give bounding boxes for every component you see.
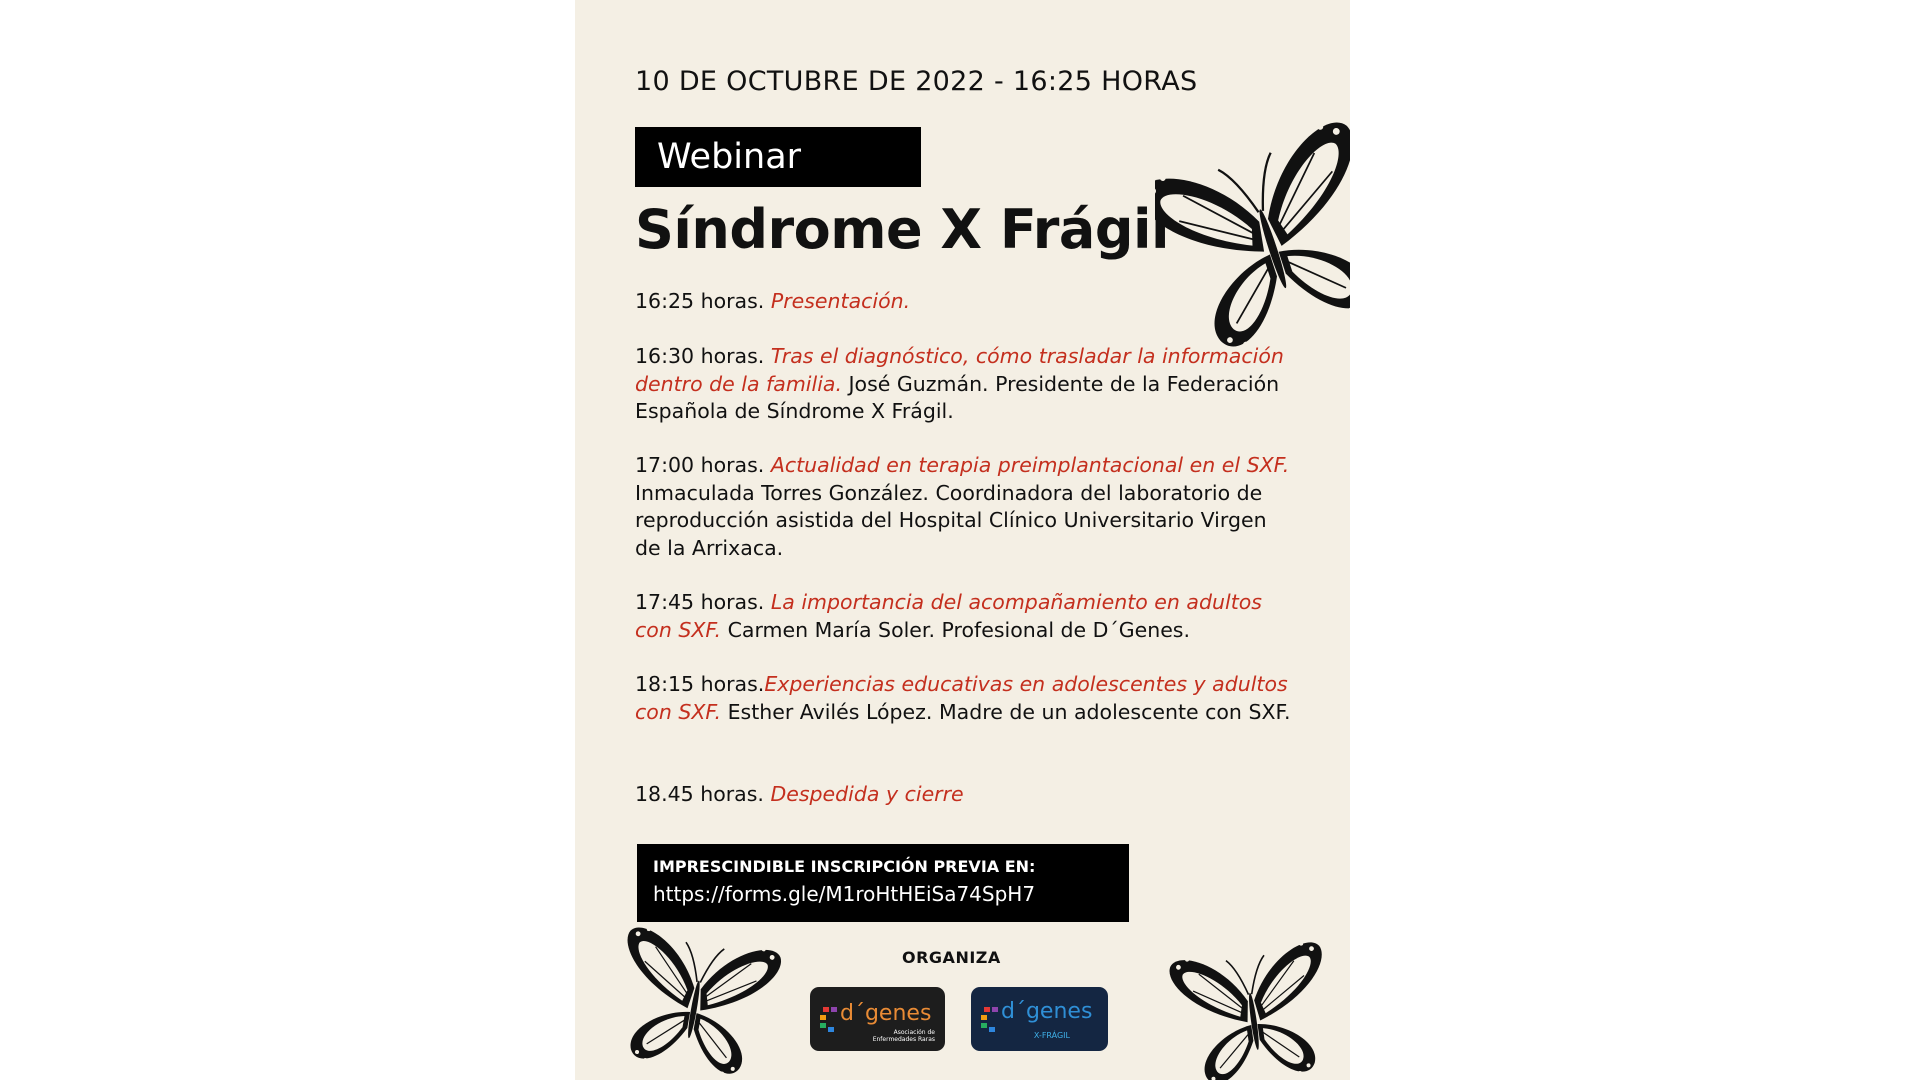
program-topic: La importancia del acompañamiento en adultos con SXF. — [635, 590, 1262, 642]
program-details: José Guzmán. Presidente de la Federación Española de Síndrome X Frágil. — [635, 371, 1280, 423]
dgenes-mark-icon — [820, 1007, 842, 1033]
program-item — [635, 781, 1295, 809]
butterfly-icon — [597, 922, 793, 1080]
program-time: 18.45 horas. — [635, 782, 771, 806]
program-topic: Presentación. — [770, 289, 911, 313]
logo-name: d´genes — [840, 1001, 932, 1026]
logo-name: d´genes — [1001, 999, 1093, 1024]
logo-subtitle — [873, 1029, 935, 1043]
program-details: Inmaculada Torres González. Coordinadora del laboratorio de reproducción asistida del Hospital Clínico Universitario Virgen de la Arrixaca. — [635, 480, 1267, 560]
registration-box — [637, 844, 1129, 922]
program-time: 16:25 horas. — [635, 289, 771, 313]
program-time: 17:00 horas. — [635, 453, 771, 477]
program-item — [635, 452, 1295, 562]
program-details: Carmen María Soler. Profesional de D´Genes. — [721, 617, 1191, 642]
program-topic: Despedida y cierre — [770, 782, 964, 806]
logo-subtitle-line: X-FRÁGIL — [1033, 1031, 1070, 1040]
logo-subtitle-line: Asociación de — [893, 1029, 935, 1036]
dgenes-mark-icon — [981, 1007, 1003, 1033]
program-topic: Actualidad en terapia preimplantacional en el SXF. — [770, 453, 1290, 477]
program-time: 17:45 horas. — [635, 590, 771, 614]
butterfly-icon — [1155, 110, 1350, 370]
registration-label: IMPRESCINDIBLE INSCRIPCIÓN PREVIA EN: — [653, 857, 1036, 876]
event-title: Síndrome X Frágil — [635, 198, 1170, 261]
organizer-label: ORGANIZA — [902, 948, 1001, 967]
event-poster — [575, 0, 1350, 1080]
program-item — [635, 589, 1295, 644]
dgenes-xfragil-logo — [971, 987, 1108, 1051]
program-topic: Tras el diagnóstico, cómo trasladar la información dentro de la familia. — [635, 344, 1284, 396]
logo-subtitle-line: Enfermedades Raras — [872, 1036, 935, 1043]
program-item — [635, 671, 1295, 726]
registration-link[interactable]: https://forms.gle/M1roHtHEiSa74SpH7 — [653, 882, 1036, 906]
dgenes-logo — [810, 987, 945, 1051]
butterfly-icon — [1153, 935, 1350, 1080]
program-time: 18:15 horas. — [635, 672, 765, 696]
logo-subtitle — [1034, 1032, 1070, 1039]
webinar-label: Webinar — [657, 137, 802, 177]
webinar-label-box — [635, 127, 921, 187]
program-details: Esther Avilés López. Madre de un adolescente con SXF. — [721, 699, 1291, 724]
event-date: 10 DE OCTUBRE DE 2022 - 16:25 HORAS — [635, 66, 1198, 97]
program-topic: Experiencias educativas en adolescentes y adultos con SXF. — [635, 672, 1288, 724]
program-time: 16:30 horas. — [635, 344, 771, 368]
